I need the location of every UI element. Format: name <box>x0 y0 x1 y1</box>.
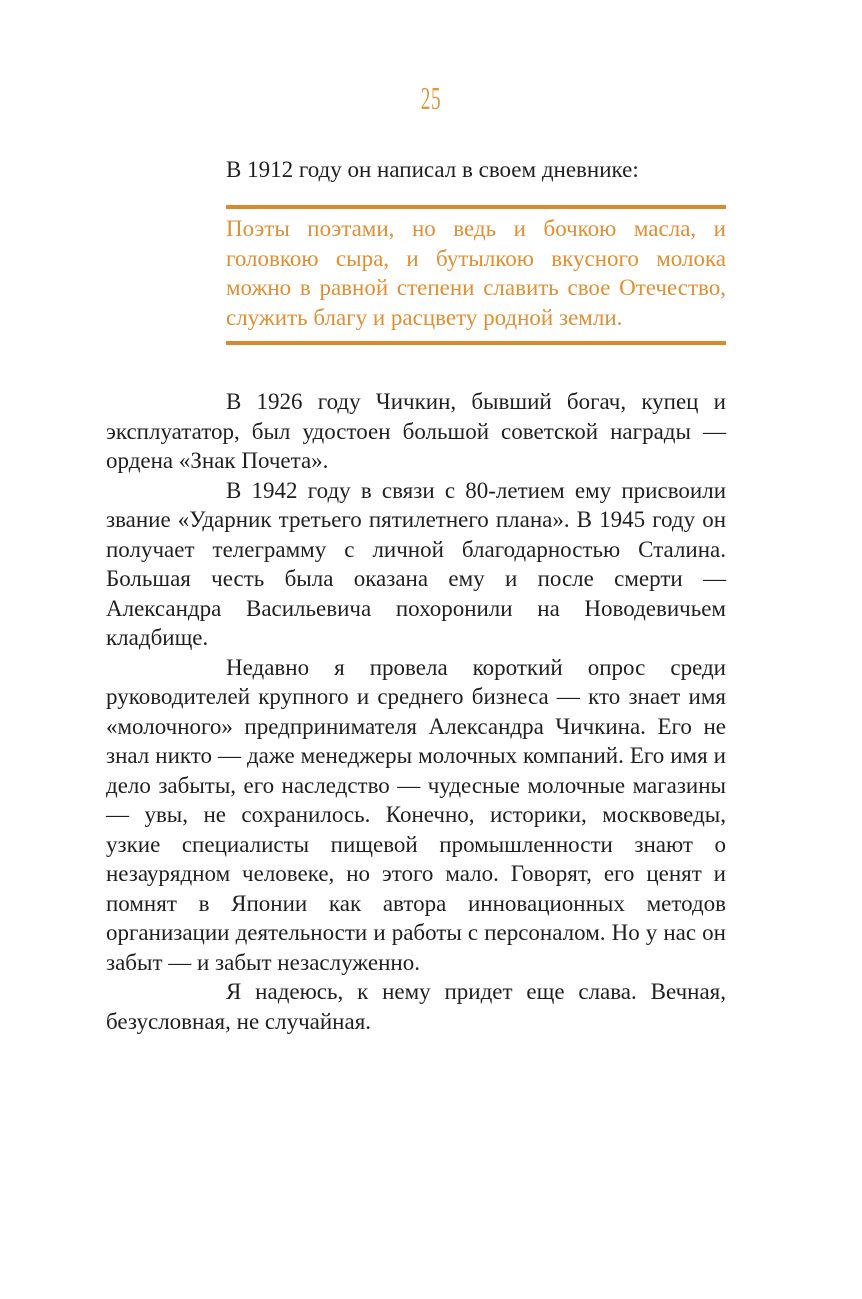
paragraph-survey: Недавно я провела короткий опрос среди руководителей крупного и среднего бизнеса — кто знает имя «молочного» предпринимателя Александра Чичкина. Его не знал никто — даже менеджеры молочных компаний. Его имя и дело забыты, его наследство — чудесные молочные магазины — увы, не сохранилось. Конечно, историки, москвоведы, узкие специалисты пищевой промышленности знают о незаурядном человеке, но этого мало. Говорят, его ценят и помнят в Японии как автора инновационных методов организации деятельности и работы с персоналом. Но у нас он забыт — и забыт незаслуженно. <box>106 654 726 975</box>
paragraph-award-1926: В 1926 году Чичкин, бывший богач, купец и эксплуататор, был удостоен большой советской награды — ордена «Знак Почета». <box>106 389 726 473</box>
paragraph-hope: Я надеюсь, к нему придет еще слава. Вечная, безусловная, не случайная. <box>106 979 726 1034</box>
quote-intro-line: В 1912 году он написал в своем дневнике: <box>226 157 639 182</box>
paragraph-title-1942: В 1942 году в связи с 80-летием ему присвоили звание «Ударник третьего пятилетнего плана». В 1945 году он получает телеграмму с личной благодарностью Сталина. Большая честь была оказана ему и после смерти — Александра Васильевича похоронили на Новодевичьем кладбище. <box>106 477 726 650</box>
page-number: 25 <box>420 80 442 116</box>
body-text <box>106 387 726 1036</box>
diary-quote-text: Поэты поэтами, но ведь и бочкою масла, и головкою сыра, и бутылкою вкусного молока можно в равной степени славить свое Отечество, служить благу и расцвету родной земли. <box>226 216 726 330</box>
diary-quote-block <box>226 205 726 345</box>
